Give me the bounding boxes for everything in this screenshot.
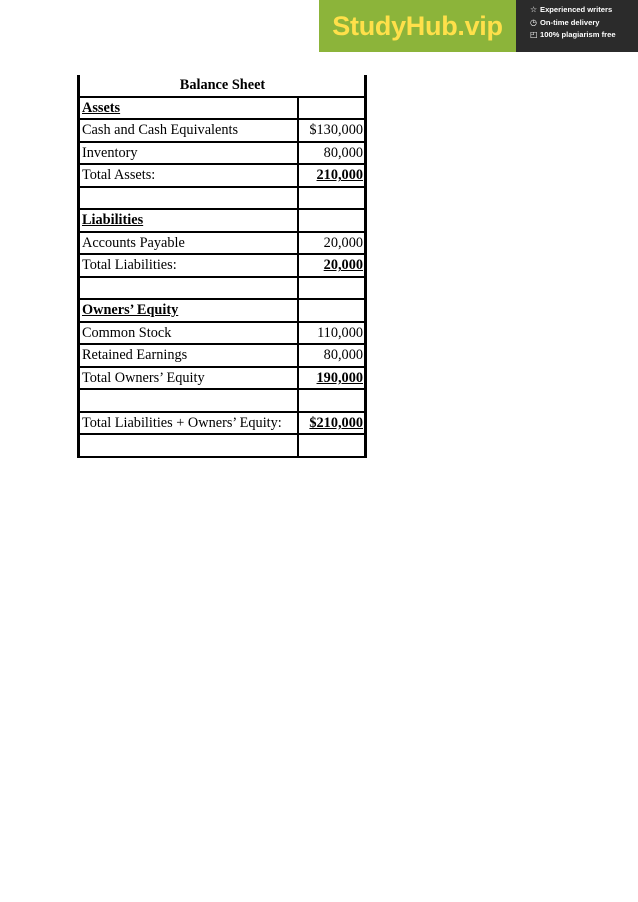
feature-on-time-delivery: [530, 17, 638, 30]
accounts-payable-value: 20,000: [298, 232, 366, 255]
empty-cell: [79, 434, 299, 457]
inventory-label: Inventory: [79, 142, 299, 165]
grand-total-value: $210,000: [298, 412, 366, 435]
table-row: [79, 299, 366, 322]
shield-icon: ◰: [530, 30, 538, 39]
empty-cell: [298, 277, 366, 300]
empty-cell: [298, 434, 366, 457]
common-stock-value: 110,000: [298, 322, 366, 345]
table-row: [79, 142, 366, 165]
spacer-row: [79, 389, 366, 412]
empty-cell: [79, 277, 299, 300]
feature-text: Experienced writers: [540, 5, 613, 14]
accounts-payable-label: Accounts Payable: [79, 232, 299, 255]
total-assets-label: Total Assets:: [79, 164, 299, 187]
common-stock-label: Common Stock: [79, 322, 299, 345]
table-row: [79, 344, 366, 367]
table-row: [79, 164, 366, 187]
total-liabilities-value: 20,000: [298, 254, 366, 277]
clock-icon: ◷: [530, 17, 537, 27]
empty-cell: [298, 187, 366, 210]
empty-cell: [298, 389, 366, 412]
table-row: [79, 367, 366, 390]
spacer-row: [79, 187, 366, 210]
total-equity-label: Total Owners’ Equity: [79, 367, 299, 390]
total-assets-value: 210,000: [298, 164, 366, 187]
spacer-row: [79, 277, 366, 300]
grand-total-label: Total Liabilities + Owners’ Equity:: [79, 412, 299, 435]
table-row: [79, 209, 366, 232]
retained-earnings-label: Retained Earnings: [79, 344, 299, 367]
banner-features: [516, 0, 638, 52]
studyhub-logo[interactable]: StudyHub.vip: [319, 0, 516, 52]
empty-cell: [298, 97, 366, 120]
table-row: [79, 254, 366, 277]
liabilities-header: Liabilities: [79, 209, 299, 232]
feature-plagiarism-free: [530, 29, 638, 42]
feature-experienced-writers: [530, 4, 638, 17]
empty-cell: [298, 209, 366, 232]
spacer-row: [79, 434, 366, 457]
total-liabilities-label: Total Liabilities:: [79, 254, 299, 277]
owners-equity-header: Owners’ Equity: [79, 299, 299, 322]
table-row: [79, 97, 366, 120]
feature-text: On-time delivery: [540, 17, 600, 27]
total-equity-value: 190,000: [298, 367, 366, 390]
retained-earnings-value: 80,000: [298, 344, 366, 367]
cash-label: Cash and Cash Equivalents: [79, 119, 299, 142]
assets-header: Assets: [79, 97, 299, 120]
sheet-title: Balance Sheet: [79, 75, 366, 97]
empty-cell: [79, 389, 299, 412]
title-row: [79, 75, 366, 97]
table-row: [79, 232, 366, 255]
table-row: [79, 322, 366, 345]
balance-sheet-table: [77, 75, 367, 458]
empty-cell: [79, 187, 299, 210]
inventory-value: 80,000: [298, 142, 366, 165]
table-row: [79, 412, 366, 435]
studyhub-banner[interactable]: [319, 0, 638, 52]
table-row: [79, 119, 366, 142]
cash-value: $130,000: [298, 119, 366, 142]
empty-cell: [298, 299, 366, 322]
feature-text: 100% plagiarism free: [540, 30, 616, 39]
star-icon: ☆: [530, 5, 538, 14]
